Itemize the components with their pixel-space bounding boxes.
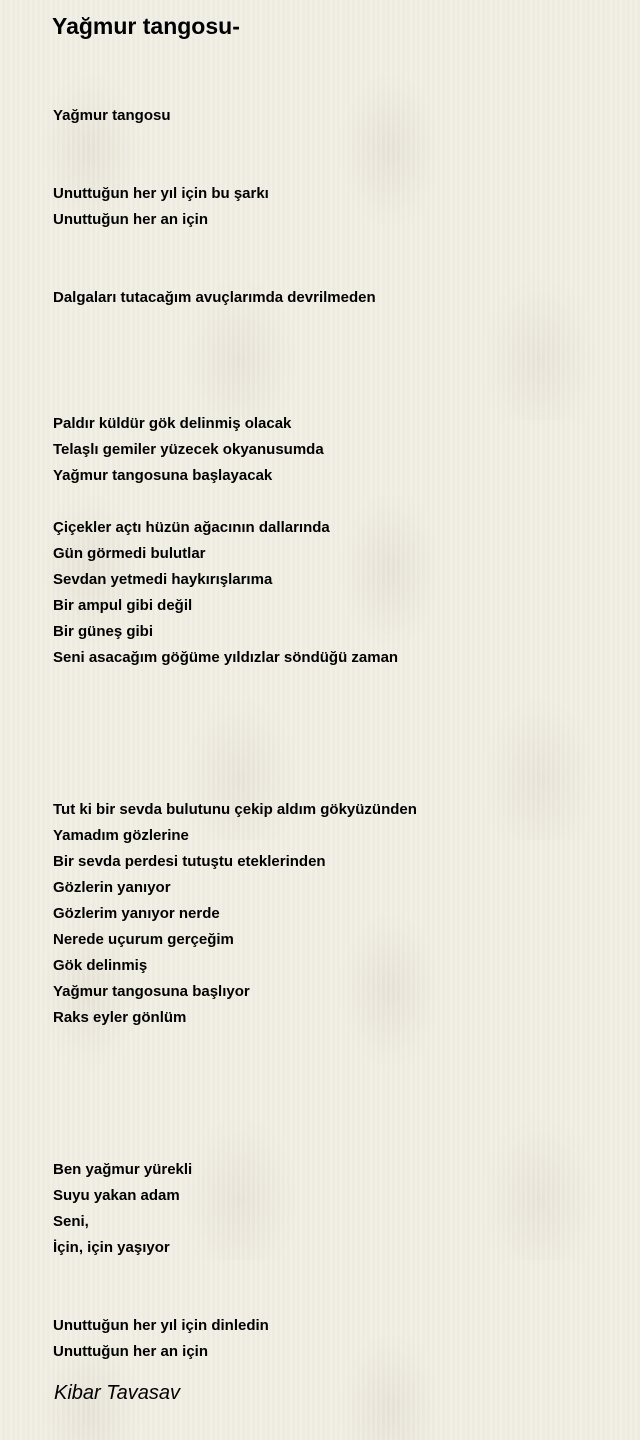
poem-line: Raks eyler gönlüm [53, 1009, 187, 1026]
poem-author: Kibar Tavasav [54, 1382, 180, 1404]
poem-line: Yağmur tangosuna başlıyor [53, 983, 250, 1000]
poem-line: Yamadım gözlerine [53, 827, 189, 844]
poem-line: Unuttuğun her an için [53, 211, 208, 228]
poem-line: Unuttuğun her yıl için bu şarkı [53, 185, 269, 202]
poem-line: Unuttuğun her an için [53, 1343, 208, 1360]
poem-line: Gök delinmiş [53, 957, 148, 974]
poem-line: Gözlerin yanıyor [53, 879, 171, 896]
poem-line: Paldır küldür gök delinmiş olacak [53, 415, 292, 432]
poem-line: Unuttuğun her yıl için dinledin [53, 1317, 269, 1334]
poem-line: Tut ki bir sevda bulutunu çekip aldım gökyüzünden [53, 801, 417, 818]
poem-title: Yağmur tangosu- [52, 13, 240, 39]
poem-line: Bir sevda perdesi tutuştu eteklerinden [53, 853, 326, 870]
poem-line: İçin, için yaşıyor [53, 1239, 170, 1256]
poem-line: Bir güneş gibi [53, 623, 154, 640]
poem-line: Yağmur tangosuna başlayacak [53, 467, 273, 484]
poem-line: Gözlerim yanıyor nerde [53, 905, 220, 922]
poem-line: Çiçekler açtı hüzün ağacının dallarında [53, 519, 330, 536]
poem-line: Nerede uçurum gerçeğim [53, 931, 234, 948]
poem-line: Seni asacağım göğüme yıldızlar söndüğü zaman [53, 649, 399, 666]
poem-line: Sevdan yetmedi haykırışlarıma [53, 571, 273, 588]
poem-line: Gün görmedi bulutlar [53, 545, 206, 562]
poem-line: Dalgaları tutacağım avuçlarımda devrilmeden [53, 289, 376, 306]
poem-line: Ben yağmur yürekli [53, 1161, 193, 1178]
poem-line: Bir ampul gibi değil [53, 597, 193, 614]
poem-line: Seni, [53, 1213, 89, 1230]
poem-line: Telaşlı gemiler yüzecek okyanusumda [53, 441, 324, 458]
poem-line: Suyu yakan adam [53, 1187, 180, 1204]
poem-line: Yağmur tangosu [53, 107, 171, 124]
